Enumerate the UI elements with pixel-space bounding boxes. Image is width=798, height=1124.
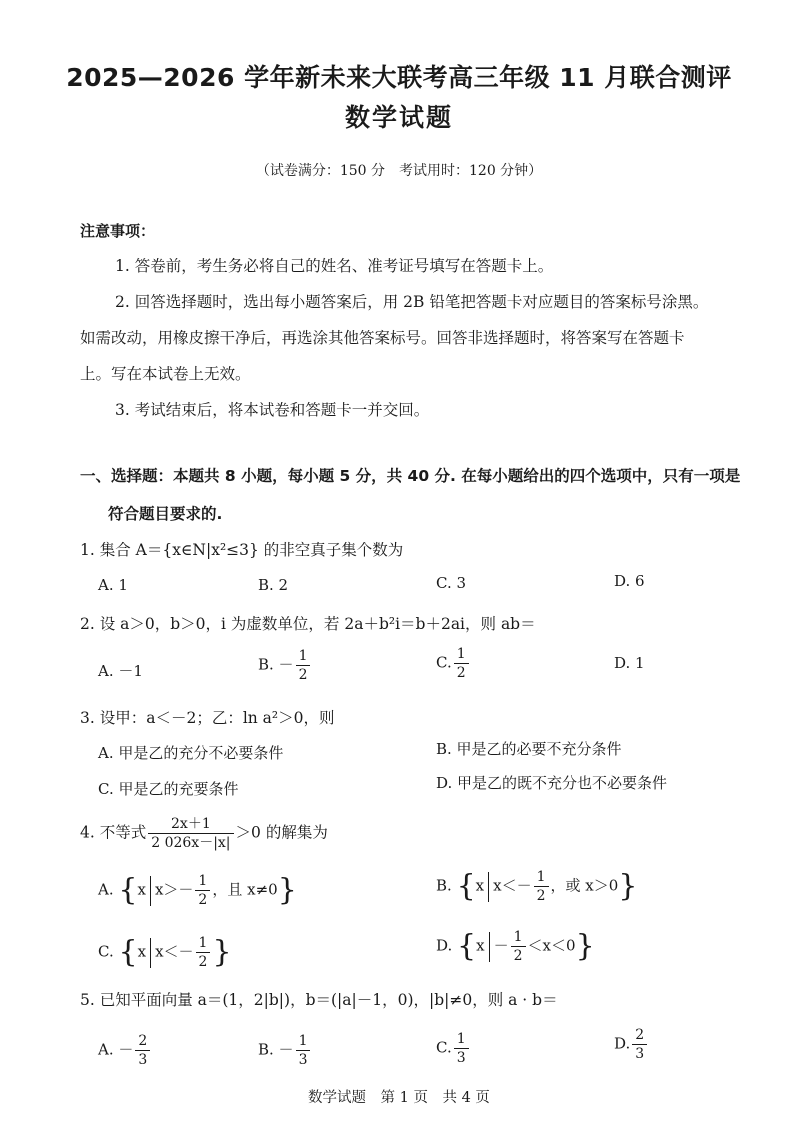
question-5-option-b-prefix: B. － bbox=[258, 1040, 294, 1059]
option-label: B. bbox=[436, 876, 452, 895]
fraction-denominator: 3 bbox=[635, 1046, 645, 1062]
fraction-numerator: 2x＋1 bbox=[148, 815, 233, 834]
notice-item-3: 3. 考试结束后，将本试卷和答题卡一并交回。 bbox=[115, 401, 430, 419]
fraction-numerator: 1 bbox=[195, 872, 210, 891]
fraction-numerator: 1 bbox=[454, 645, 469, 664]
question-4-option-c bbox=[98, 934, 232, 971]
fraction-denominator: 3 bbox=[456, 1050, 466, 1066]
question-4-option-d bbox=[436, 928, 595, 965]
question-2-option-b bbox=[258, 647, 312, 684]
question-4-suffix: ＞0 的解集为 bbox=[235, 823, 328, 842]
question-2-option-c-fraction bbox=[454, 645, 469, 682]
set-condition-end: ，或 x＞0 bbox=[550, 876, 619, 895]
set-divider-icon bbox=[150, 876, 151, 906]
question-2-option-d: D. 1 bbox=[614, 654, 645, 672]
fraction-numerator: 1 bbox=[196, 934, 211, 953]
question-5-option-b-fraction bbox=[296, 1032, 311, 1069]
fraction-numerator: 1 bbox=[296, 647, 311, 666]
question-2-option-c bbox=[436, 645, 471, 682]
question-5-option-d-prefix: D. bbox=[614, 1034, 631, 1053]
question-5-option-d bbox=[614, 1026, 649, 1063]
set-condition-start: x＜－ bbox=[493, 876, 532, 895]
left-brace-icon: { bbox=[118, 934, 138, 970]
right-brace-icon: } bbox=[277, 872, 297, 908]
set-variable: x bbox=[137, 942, 147, 961]
question-1-option-c: C. 3 bbox=[436, 574, 467, 592]
question-2-option-b-fraction bbox=[296, 647, 311, 684]
question-5-option-c-fraction bbox=[454, 1030, 469, 1067]
question-5-option-c bbox=[436, 1030, 471, 1067]
notice-item-1: 1. 答卷前，考生务必将自己的姓名、准考证号填写在答题卡上。 bbox=[115, 257, 554, 275]
right-brace-icon: } bbox=[575, 928, 595, 964]
fraction-denominator: 2 026x－|x| bbox=[151, 835, 231, 851]
notice-item-2-line-2: 如需改动，用橡皮擦干净后，再选涂其他答案标号。回答非选择题时，将答案写在答题卡 bbox=[80, 329, 685, 347]
exam-title: 2025—2026 学年新未来大联考高三年级 11 月联合测评 bbox=[66, 63, 732, 92]
question-5-option-c-prefix: C. bbox=[436, 1038, 452, 1057]
set-divider-icon bbox=[488, 872, 489, 902]
question-5-option-a-fraction bbox=[135, 1032, 150, 1069]
fraction-denominator: 2 bbox=[456, 665, 466, 681]
fraction-denominator: 3 bbox=[138, 1052, 148, 1068]
set-divider-icon bbox=[489, 932, 490, 962]
question-3-stem: 3. 设甲：a＜－2；乙：ln a²＞0，则 bbox=[80, 709, 335, 727]
set-condition-fraction bbox=[195, 872, 210, 909]
fraction-numerator: 1 bbox=[296, 1032, 311, 1051]
left-brace-icon: { bbox=[456, 868, 476, 904]
fraction-denominator: 2 bbox=[198, 892, 208, 908]
section-1-heading-cont: 符合题目要求的. bbox=[108, 505, 223, 523]
section-1-heading: 一、选择题：本题共 8 小题，每小题 5 分，共 40 分. 在每小题给出的四个选项中，只有一项是 bbox=[80, 467, 741, 485]
question-4-stem bbox=[80, 815, 328, 852]
fraction-denominator: 2 bbox=[198, 954, 208, 970]
left-brace-icon: { bbox=[457, 928, 477, 964]
exam-subtitle: （试卷满分：150 分 考试用时：120 分钟） bbox=[255, 163, 543, 179]
fraction-numerator: 1 bbox=[454, 1030, 469, 1049]
question-2-option-b-prefix: B. － bbox=[258, 655, 294, 674]
set-condition-fraction bbox=[196, 934, 211, 971]
fraction-numerator: 2 bbox=[135, 1032, 150, 1051]
right-brace-icon: } bbox=[212, 934, 232, 970]
set-variable: x bbox=[476, 936, 485, 955]
question-3-option-a: A. 甲是乙的充分不必要条件 bbox=[98, 744, 284, 762]
question-2-stem: 2. 设 a＞0，b＞0，i 为虚数单位，若 2a＋b²i＝b＋2ai，则 ab＝ bbox=[80, 615, 536, 633]
notice-item-2-line-3: 上。写在本试卷上无效。 bbox=[80, 365, 251, 383]
fraction-denominator: 2 bbox=[513, 948, 523, 964]
notice-item-2-line-1: 2. 回答选择题时，选出每小题答案后，用 2B 铅笔把答题卡对应题目的答案标号涂黑。 bbox=[115, 293, 709, 311]
set-condition-fraction bbox=[534, 868, 549, 905]
option-label: D. bbox=[436, 936, 453, 955]
question-4-option-a bbox=[98, 872, 297, 909]
right-brace-icon: } bbox=[618, 868, 638, 904]
question-2-option-c-prefix: C. bbox=[436, 653, 452, 672]
question-5-option-a bbox=[98, 1032, 152, 1069]
question-4-fraction bbox=[148, 815, 233, 852]
fraction-denominator: 2 bbox=[536, 888, 546, 904]
fraction-numerator: 1 bbox=[511, 928, 526, 947]
question-1-option-d: D. 6 bbox=[614, 572, 645, 590]
set-variable: x bbox=[475, 876, 485, 895]
set-condition-start: x＜－ bbox=[155, 942, 194, 961]
set-condition-start: － bbox=[493, 936, 509, 955]
exam-subject: 数学试题 bbox=[344, 103, 453, 132]
set-condition-end: ＜x＜0 bbox=[527, 936, 576, 955]
set-variable: x bbox=[137, 880, 146, 899]
set-condition-end: ，且 x≠0 bbox=[212, 880, 278, 899]
question-4-prefix: 4. 不等式 bbox=[80, 823, 147, 842]
question-5-option-a-prefix: A. － bbox=[98, 1040, 134, 1059]
fraction-numerator: 2 bbox=[632, 1026, 647, 1045]
question-1-option-b: B. 2 bbox=[258, 576, 289, 594]
question-5-option-b bbox=[258, 1032, 312, 1069]
fraction-numerator: 1 bbox=[534, 868, 549, 887]
fraction-denominator: 2 bbox=[298, 667, 308, 683]
question-3-option-b: B. 甲是乙的必要不充分条件 bbox=[436, 740, 622, 758]
left-brace-icon: { bbox=[118, 872, 138, 908]
question-2-option-a: A. －1 bbox=[98, 662, 143, 680]
option-label: A. bbox=[98, 880, 114, 899]
notice-heading: 注意事项： bbox=[80, 222, 156, 240]
question-1-stem: 1. 集合 A＝{x∈N|x²≤3} 的非空真子集个数为 bbox=[80, 541, 404, 559]
question-5-stem: 5. 已知平面向量 a＝(1，2|b|)，b＝(|a|－1，0)，|b|≠0，则 a · b＝ bbox=[80, 991, 558, 1009]
question-3-option-c: C. 甲是乙的充要条件 bbox=[98, 780, 239, 798]
option-label: C. bbox=[98, 942, 114, 961]
question-1-option-a: A. 1 bbox=[98, 576, 128, 594]
question-5-option-d-fraction bbox=[632, 1026, 647, 1063]
set-divider-icon bbox=[150, 938, 151, 968]
set-condition-fraction bbox=[511, 928, 526, 965]
page-footer: 数学试题 第 1 页 共 4 页 bbox=[308, 1090, 490, 1106]
fraction-denominator: 3 bbox=[298, 1052, 308, 1068]
question-4-option-b bbox=[436, 868, 637, 905]
set-condition-start: x＞－ bbox=[154, 880, 194, 899]
question-3-option-d: D. 甲是乙的既不充分也不必要条件 bbox=[436, 774, 668, 792]
